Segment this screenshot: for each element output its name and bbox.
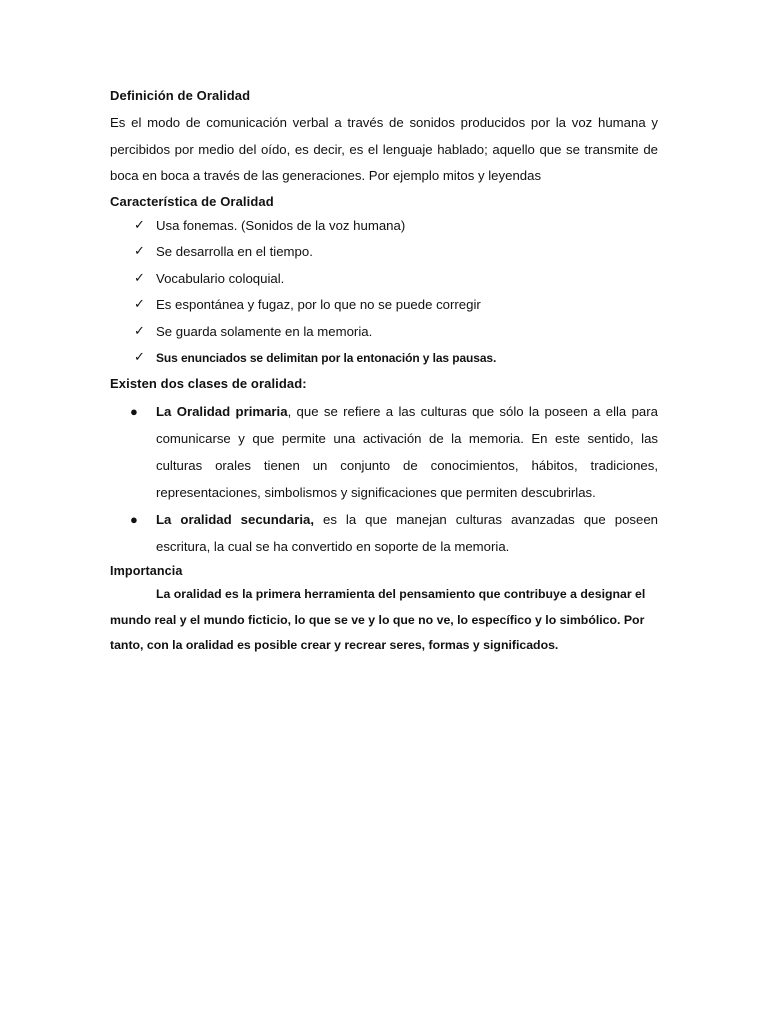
list-item xyxy=(110,319,658,346)
list-item-text: Es espontánea y fugaz, por lo que no se puede corregir xyxy=(156,297,481,313)
list-item xyxy=(110,213,658,240)
list-item-text: Usa fonemas. (Sonidos de la voz humana) xyxy=(156,217,406,233)
list-item xyxy=(110,398,658,506)
document-page xyxy=(110,86,658,659)
list-item-text: Sus enunciados se delimitan por la entonación y las pausas. xyxy=(156,351,497,366)
list-item-lead: La Oralidad primaria xyxy=(156,404,288,420)
caracteristica-heading: Característica de Oralidad xyxy=(110,193,274,209)
definicion-paragraph: Es el modo de comunicación verbal a través de sonidos producidos por la voz humana y percibidos por medio del oído, es decir, es el lenguaje hablado; aquello que se transmite de boca en boca a través de las generaciones. Por ejemplo mitos y leyendas xyxy=(110,115,658,183)
list-item-text: Vocabulario coloquial. xyxy=(156,270,285,286)
importancia-paragraph xyxy=(110,582,658,659)
list-item-text: Se guarda solamente en la memoria. xyxy=(156,323,373,339)
clases-list xyxy=(110,398,658,560)
importancia-text: La oralidad es la primera herramienta del pensamiento que contribuye a designar el mundo real y el mundo ficticio, lo que se ve y lo que no ve, lo específico y lo simbólico. Por tanto, con la oralidad es posible crear y recrear seres, formas y significados. xyxy=(110,587,646,653)
check-mark-icon: ✓ xyxy=(134,217,145,233)
list-item xyxy=(110,345,658,372)
check-mark-icon: ✓ xyxy=(134,297,145,313)
list-item-text: , que se refiere a las culturas que sólo la poseen a ella para comunicarse y que permite una activación de la memoria. En este sentido, las culturas orales tienen un conjunto de conocimientos, hábitos, tradiciones, representaciones, simbolismos y significaciones que permiten descubrirlas. xyxy=(156,404,658,501)
list-item xyxy=(110,266,658,293)
check-mark-icon: ✓ xyxy=(134,244,145,260)
list-item xyxy=(110,506,658,560)
clases-heading: Existen dos clases de oralidad: xyxy=(110,376,307,392)
check-mark-icon: ✓ xyxy=(134,270,145,286)
list-item xyxy=(110,239,658,266)
list-item-text: es la que manejan culturas avanzadas que poseen escritura, la cual se ha convertido en soporte de la memoria. xyxy=(156,512,658,555)
caracteristica-list xyxy=(110,213,658,373)
check-mark-icon: ✓ xyxy=(134,323,145,339)
list-item xyxy=(110,292,658,319)
list-item-lead: La oralidad secundaria, xyxy=(156,512,314,528)
bullet-dot-icon: ● xyxy=(130,404,138,420)
check-mark-icon: ✓ xyxy=(134,350,145,366)
list-item-text: Se desarrolla en el tiempo. xyxy=(156,244,313,260)
bullet-dot-icon: ● xyxy=(130,512,138,528)
definicion-heading: Definición de Oralidad xyxy=(110,88,251,103)
importancia-heading: Importancia xyxy=(110,564,183,579)
